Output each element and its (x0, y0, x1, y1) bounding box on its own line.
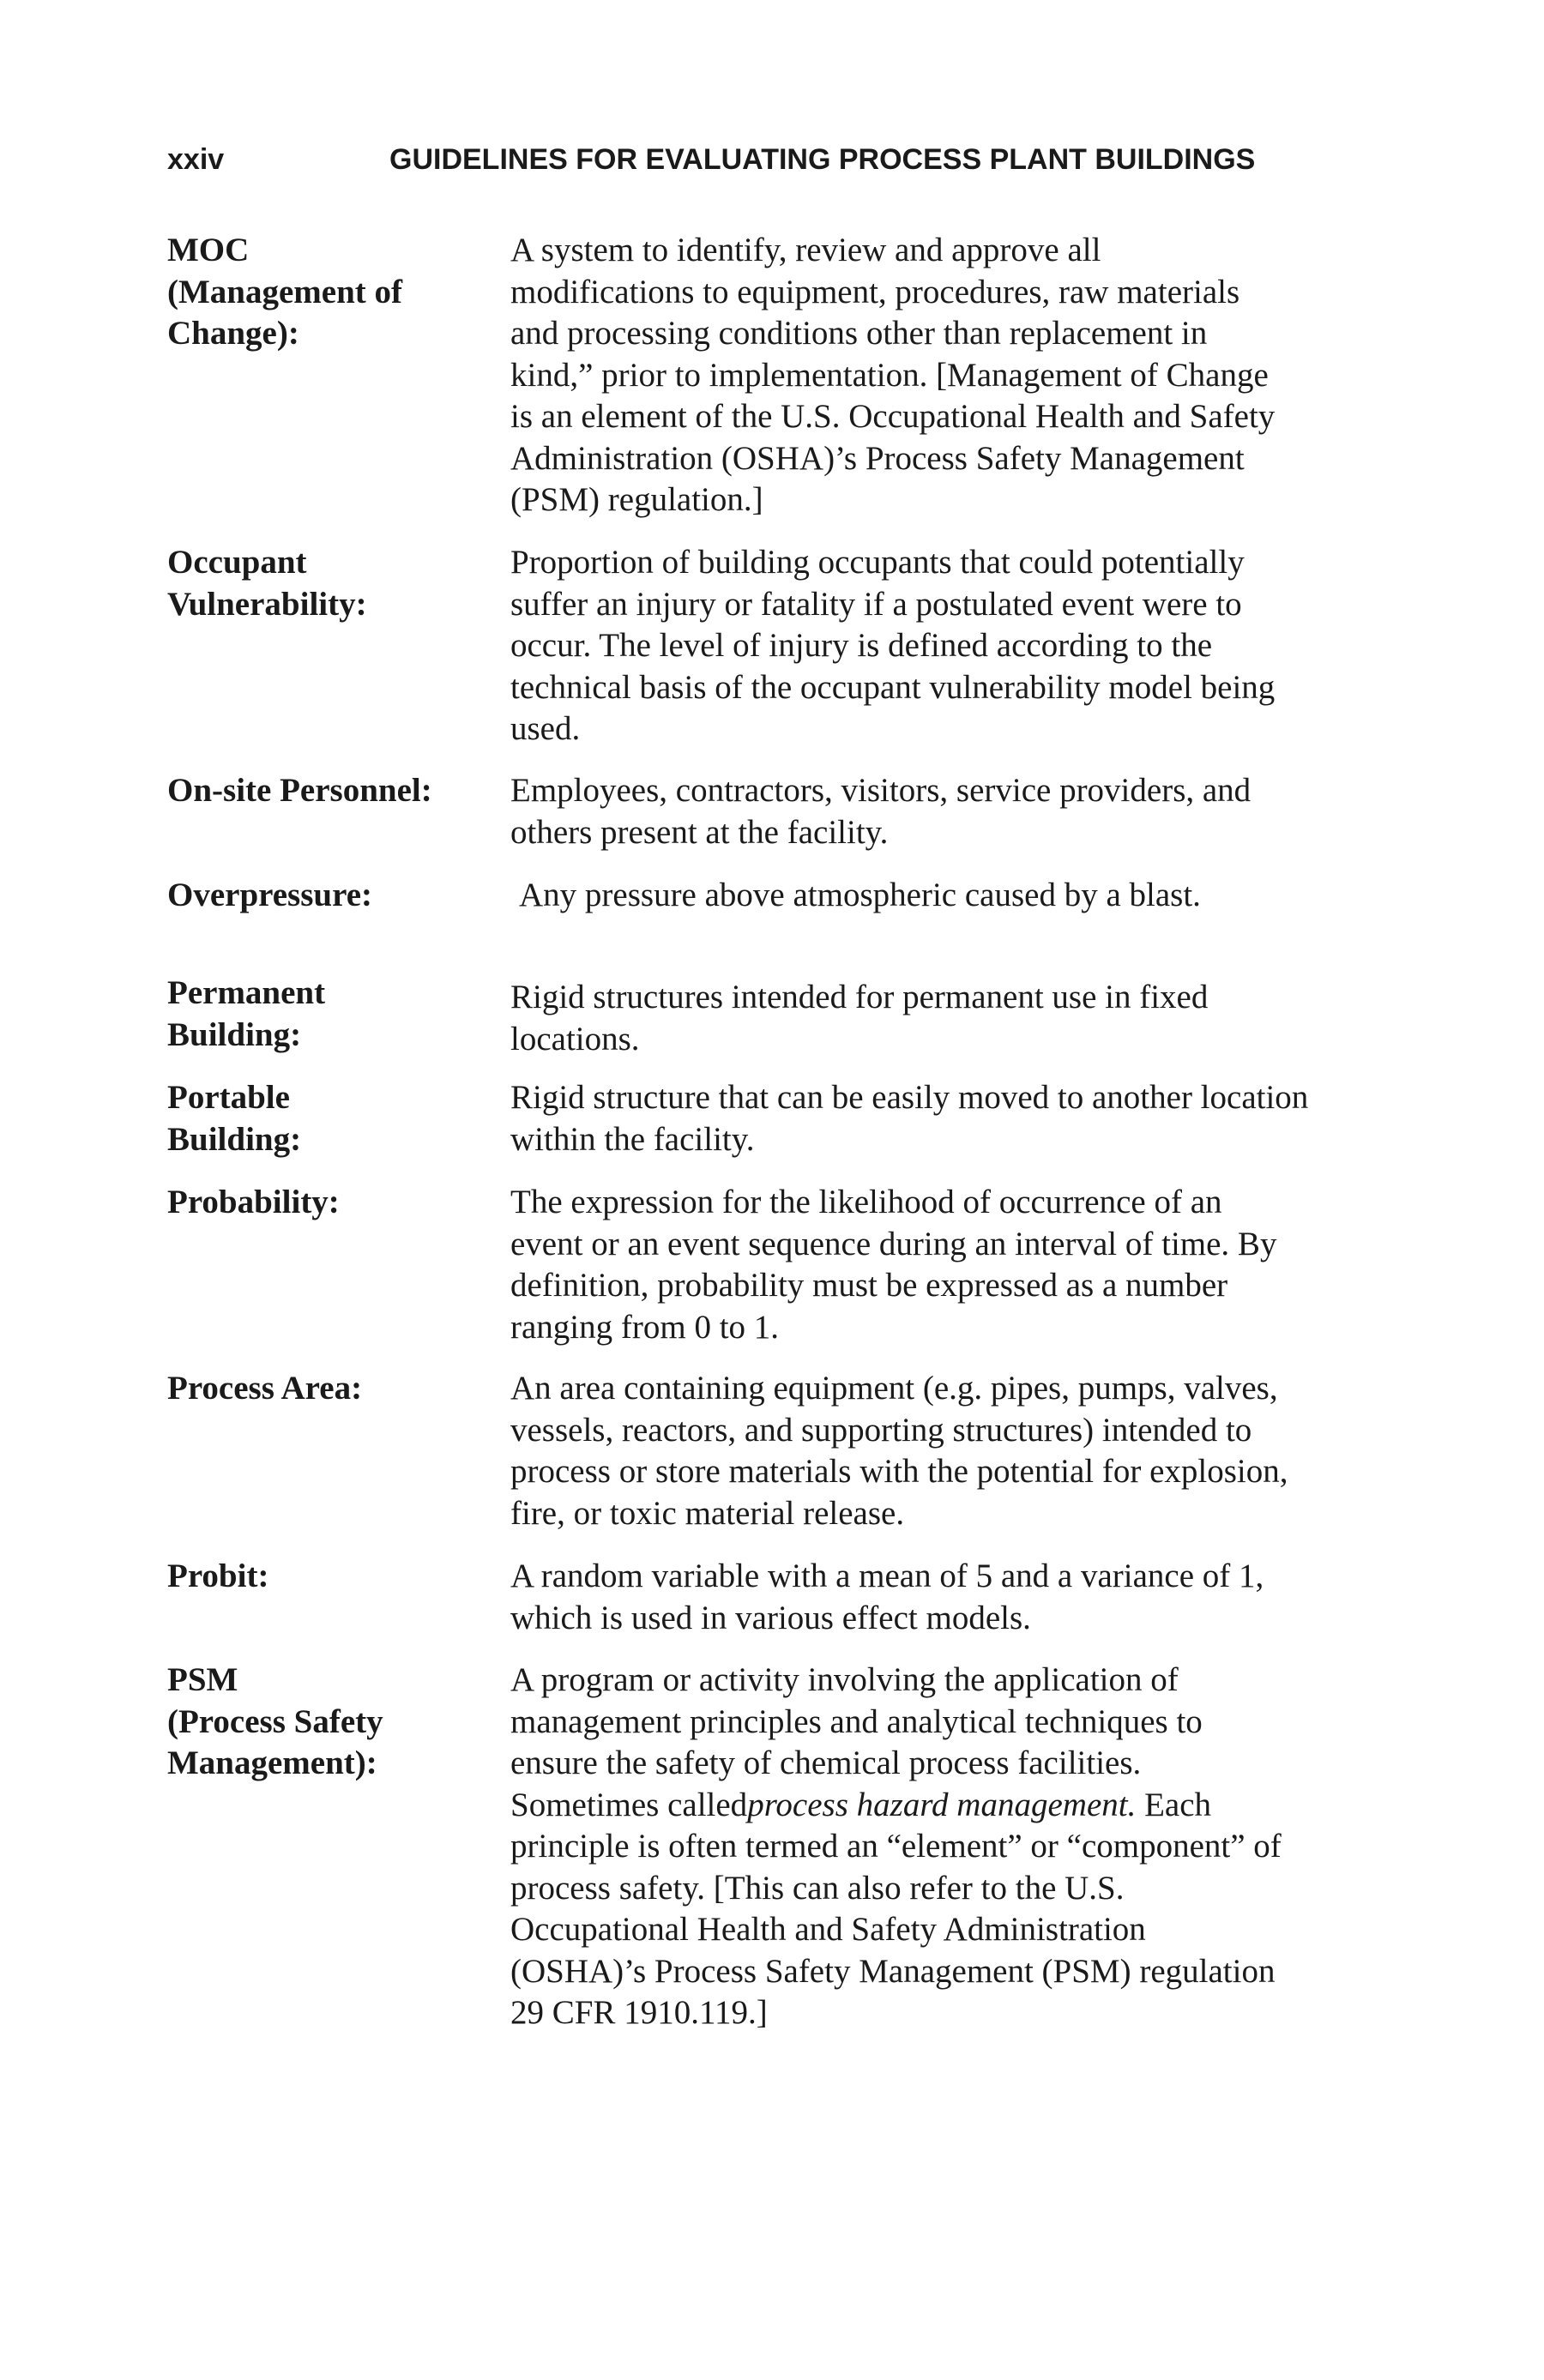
definition-line: others present at the facility. (510, 813, 889, 851)
term-overpressure (167, 875, 493, 917)
definition-line: definition, probability must be expressed as a number (510, 1267, 1228, 1304)
term-line: Management): (167, 1744, 377, 1781)
term-line: Permanent (167, 974, 326, 1011)
definition-line: kind,” prior to implementation. [Management of Change (510, 356, 1269, 394)
definition-line: The expression for the likelihood of occurrence of an (510, 1184, 1222, 1220)
term-permanent-building (167, 973, 493, 1056)
term-line: Portable (167, 1079, 290, 1116)
definition-line: 29 CFR 1910.119.] (510, 1994, 768, 2031)
term-line: Building: (167, 1015, 302, 1053)
definition-process-area (510, 1368, 1377, 1534)
definition-text: Sometimes called (510, 1786, 748, 1823)
term-process-area (167, 1368, 493, 1410)
definition-line: fire, or toxic material release. (510, 1494, 905, 1532)
term-occupant-vulnerability (167, 542, 493, 625)
page-number: xxiv (167, 143, 225, 176)
definition-probit (510, 1556, 1377, 1639)
term-line: (Management of (167, 273, 403, 310)
definition-line: Employees, contractors, visitors, service providers, and (510, 772, 1251, 809)
term-on-site-personnel (167, 770, 493, 812)
definition-portable-building (510, 1077, 1377, 1160)
definition-probability (510, 1182, 1377, 1348)
definition-line: occur. The level of injury is defined according to the (510, 627, 1213, 664)
term-moc (167, 230, 493, 355)
term-line: Process Area: (167, 1370, 363, 1407)
definition-line: technical basis of the occupant vulnerability model being (510, 668, 1276, 706)
term-line: Change): (167, 315, 299, 352)
definition-line: Occupational Health and Safety Administration (510, 1911, 1146, 1948)
definition-line: process or store materials with the potential for explosion, (510, 1453, 1288, 1490)
definition-line: is an element of the U.S. Occupational Health and Safety (510, 398, 1276, 435)
definition-moc (510, 230, 1377, 521)
definition-line: Administration (OSHA)’s Process Safety Management (510, 439, 1245, 477)
definition-line: management principles and analytical techniques to (510, 1702, 1203, 1740)
definition-line: event or an event sequence during an interval of time. By (510, 1225, 1277, 1262)
definition-line: Rigid structure that can be easily moved to another location (510, 1079, 1309, 1116)
definition-line: process safety. [This can also refer to the U.S. (510, 1869, 1125, 1907)
definition-line: (PSM) regulation.] (510, 481, 763, 518)
definition-line: used. (510, 710, 581, 747)
definition-line: principle is often termed an “element” or “component” of (510, 1828, 1282, 1865)
term-line: PSM (167, 1661, 238, 1698)
definition-text: Each (1136, 1786, 1212, 1823)
term-line: On-site Personnel: (167, 772, 432, 809)
definition-on-site-personnel (510, 770, 1377, 853)
page-header (167, 139, 1377, 190)
term-probit (167, 1556, 493, 1598)
definition-line: Proportion of building occupants that could potentially (510, 544, 1245, 581)
term-line: Vulnerability: (167, 585, 367, 623)
term-psm (167, 1660, 493, 1785)
definition-occupant-vulnerability (510, 542, 1377, 750)
term-line: Building: (167, 1120, 302, 1158)
definition-line: within the facility. (510, 1120, 755, 1158)
term-line: Occupant (167, 544, 307, 581)
term-line: Probability: (167, 1184, 340, 1220)
definition-line: ranging from 0 to 1. (510, 1308, 780, 1346)
definition-line: locations. (510, 1020, 640, 1057)
definition-line: A system to identify, review and approve all (510, 232, 1101, 268)
term-line: MOC (167, 232, 250, 268)
definition-line: and processing conditions other than replacement in (510, 315, 1208, 352)
definition-line (510, 1785, 1377, 1827)
term-probability (167, 1182, 493, 1224)
term-line: Probit: (167, 1558, 269, 1594)
definition-permanent-building (510, 977, 1377, 1060)
definition-psm (510, 1660, 1377, 2034)
definition-line: A random variable with a mean of 5 and a variance of 1, (510, 1558, 1264, 1594)
running-title: GUIDELINES FOR EVALUATING PROCESS PLANT BUILDINGS (389, 143, 1256, 176)
definition-line: suffer an injury or fatality if a postulated event were to (510, 585, 1242, 623)
definition-line: Any pressure above atmospheric caused by a blast. (519, 877, 1201, 913)
definition-line: ensure the safety of chemical process facilities. (510, 1744, 1142, 1781)
term-portable-building (167, 1077, 493, 1160)
definition-overpressure (519, 875, 1385, 917)
definition-italic-term: process hazard management. (747, 1786, 1137, 1823)
definition-line: modifications to equipment, procedures, raw materials (510, 273, 1240, 310)
definition-line: Rigid structures intended for permanent use in fixed (510, 979, 1209, 1015)
term-line: Overpressure: (167, 877, 373, 913)
term-line: (Process Safety (167, 1702, 383, 1740)
definition-line: vessels, reactors, and supporting structures) intended to (510, 1411, 1252, 1449)
definition-line: which is used in various effect models. (510, 1599, 1031, 1636)
definition-line: (OSHA)’s Process Safety Management (PSM) regulation (510, 1952, 1276, 1990)
definition-line: A program or activity involving the application of (510, 1661, 1179, 1698)
definition-line: An area containing equipment (e.g. pipes, pumps, valves, (510, 1370, 1278, 1407)
